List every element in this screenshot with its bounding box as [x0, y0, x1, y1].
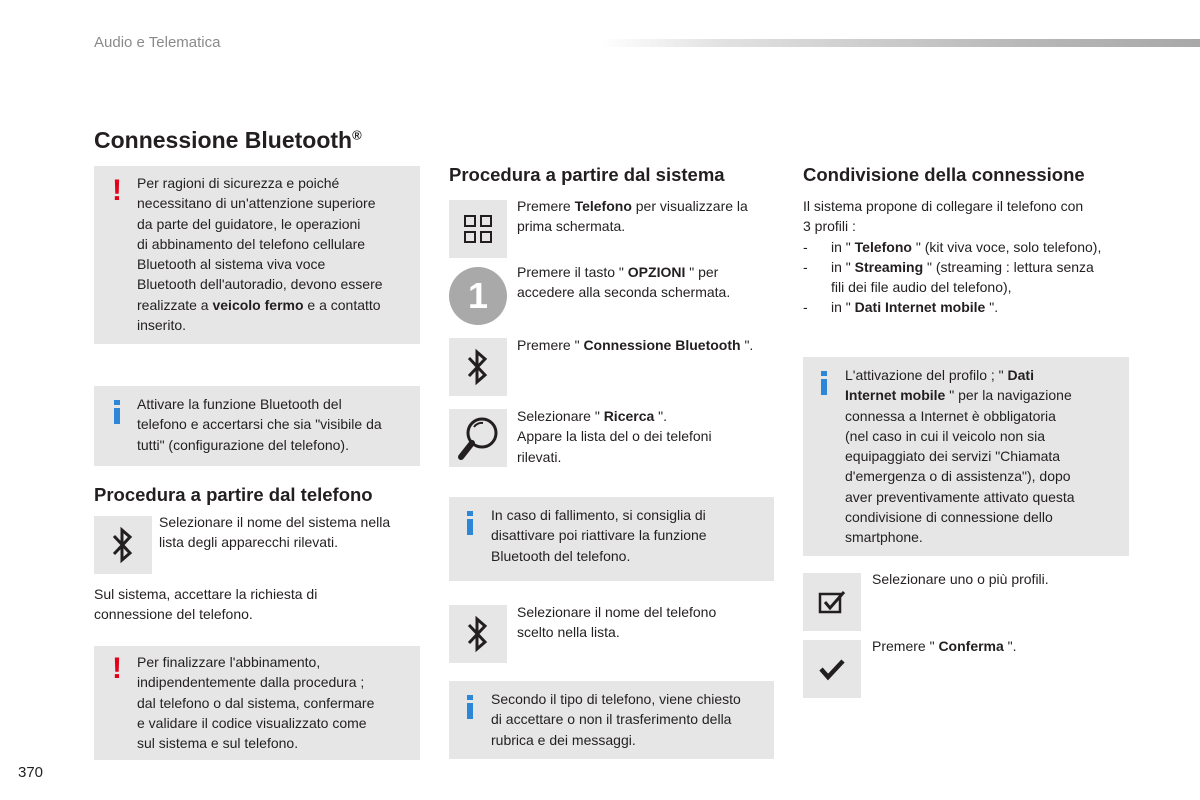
step-icon-box — [449, 338, 507, 396]
confirm-text: Premere " Conferma ". — [872, 638, 1017, 654]
warning-text: Per ragioni di sicurezza e poiché necessitano di un'attenzione superiore da parte del guidatore, le operazioni di abbinamento del telefono cellulare Bluetooth al sistema viva voce Bluetooth dell'autoradio, devono essere realizzate a veicolo fermo e a contatto inserito. — [137, 175, 383, 334]
warning-text: Per finalizzare l'abbinamento, indipendentemente dalla procedura ; dal telefono o dal sistema, confermare e validare il codice visualizzato come sul sistema e sul telefono. — [137, 654, 375, 752]
page-title-text: Connessione Bluetooth — [94, 127, 353, 153]
heading-connection-sharing: Condivisione della connessione — [803, 164, 1085, 185]
exclamation-icon: ! — [112, 174, 122, 207]
info-icon — [467, 511, 473, 535]
system-step-2-text: Premere il tasto " OPZIONI " per accedere alla seconda schermata. — [517, 264, 731, 301]
checkmark-icon — [818, 657, 846, 681]
accept-request-text: Sul sistema, accettare la richiesta di connessione del telefono. — [94, 586, 318, 623]
heading-phone-procedure: Procedura a partire dal telefono — [94, 484, 373, 505]
profiles-intro: Il sistema propone di collegare il telefono con 3 profili : - in " Telefono " (kit viva voce, solo telefono), - in " Streaming " (streaming : lettura senza fili dei file audio del telefono), - in " Dati Internet mobile ". — [803, 196, 1143, 318]
info-box-phonebook — [449, 681, 774, 759]
info-box-enable-bluetooth — [94, 386, 420, 466]
warning-box-safety — [94, 166, 420, 344]
list-item: - in " Telefono " (kit viva voce, solo telefono), — [803, 238, 1102, 255]
heading-system-procedure: Procedura a partire dal sistema — [449, 164, 725, 185]
info-text: L'attivazione del profilo ; " Dati Internet mobile " per la navigazione connessa a Internet è obbligatoria (nel caso in cui il veicolo non sia equipaggiato dei servizi "Chiamata d'emergenza o di assistenza"), dopo aver preventivamente attivato questa condivisione di connessione dello smartphone. — [845, 367, 1075, 546]
info-text: In caso di fallimento, si consiglia di disattivare poi riattivare la funzione Bluetooth del telefono. — [491, 507, 707, 564]
select-profiles-text: Selezionare uno o più profili. — [872, 571, 1049, 587]
info-icon — [114, 400, 120, 424]
step-icon-box — [449, 605, 507, 663]
list-item: - in " Dati Internet mobile ". — [803, 299, 999, 316]
system-step-3-text: Premere " Connessione Bluetooth ". — [517, 337, 754, 353]
magnifier-icon — [456, 414, 500, 462]
bluetooth-icon — [465, 347, 491, 387]
system-step-5-text: Selezionare il nome del telefono scelto nella lista. — [517, 604, 717, 641]
info-box-internet-profile — [803, 357, 1129, 556]
step-icon-box — [449, 200, 507, 258]
info-text: Attivare la funzione Bluetooth del telefono e accertarsi che sia "visibile da tutti" (configurazione del telefono). — [137, 396, 382, 453]
bluetooth-icon — [110, 525, 136, 565]
phone-step-text: Selezionare il nome del sistema nella lista degli apparecchi rilevati. — [159, 514, 391, 551]
info-icon — [467, 695, 473, 719]
system-step-4-text: Selezionare " Ricerca ". Appare la lista del o dei telefoni rilevati. — [517, 408, 712, 465]
bluetooth-icon — [465, 614, 491, 654]
step-icon-box — [449, 409, 507, 467]
info-box-failure — [449, 497, 774, 581]
warning-box-pairing — [94, 646, 420, 760]
grid-menu-icon — [463, 214, 493, 244]
page-title — [94, 127, 362, 154]
step-number: 1 — [467, 275, 489, 316]
checkbox-icon — [817, 588, 847, 616]
step-icon-box — [94, 516, 152, 574]
header-bar — [600, 39, 1200, 47]
step-icon-box — [803, 573, 861, 631]
numbered-1-icon — [449, 267, 507, 325]
exclamation-icon: ! — [112, 652, 122, 685]
info-icon — [821, 371, 827, 395]
section-header: Audio e Telematica — [94, 34, 221, 51]
page-number: 370 — [18, 764, 44, 781]
info-text: Secondo il tipo di telefono, viene chiesto di accettare o non il trasferimento della rubrica e dei messaggi. — [491, 691, 741, 748]
step-icon-box — [803, 640, 861, 698]
registered-mark: ® — [352, 127, 362, 143]
list-item: - in " Streaming " (streaming : lettura senza fili dei file audio del telefono), — [803, 258, 1094, 296]
system-step-1-text: Premere Telefono per visualizzare la prima schermata. — [517, 198, 748, 235]
